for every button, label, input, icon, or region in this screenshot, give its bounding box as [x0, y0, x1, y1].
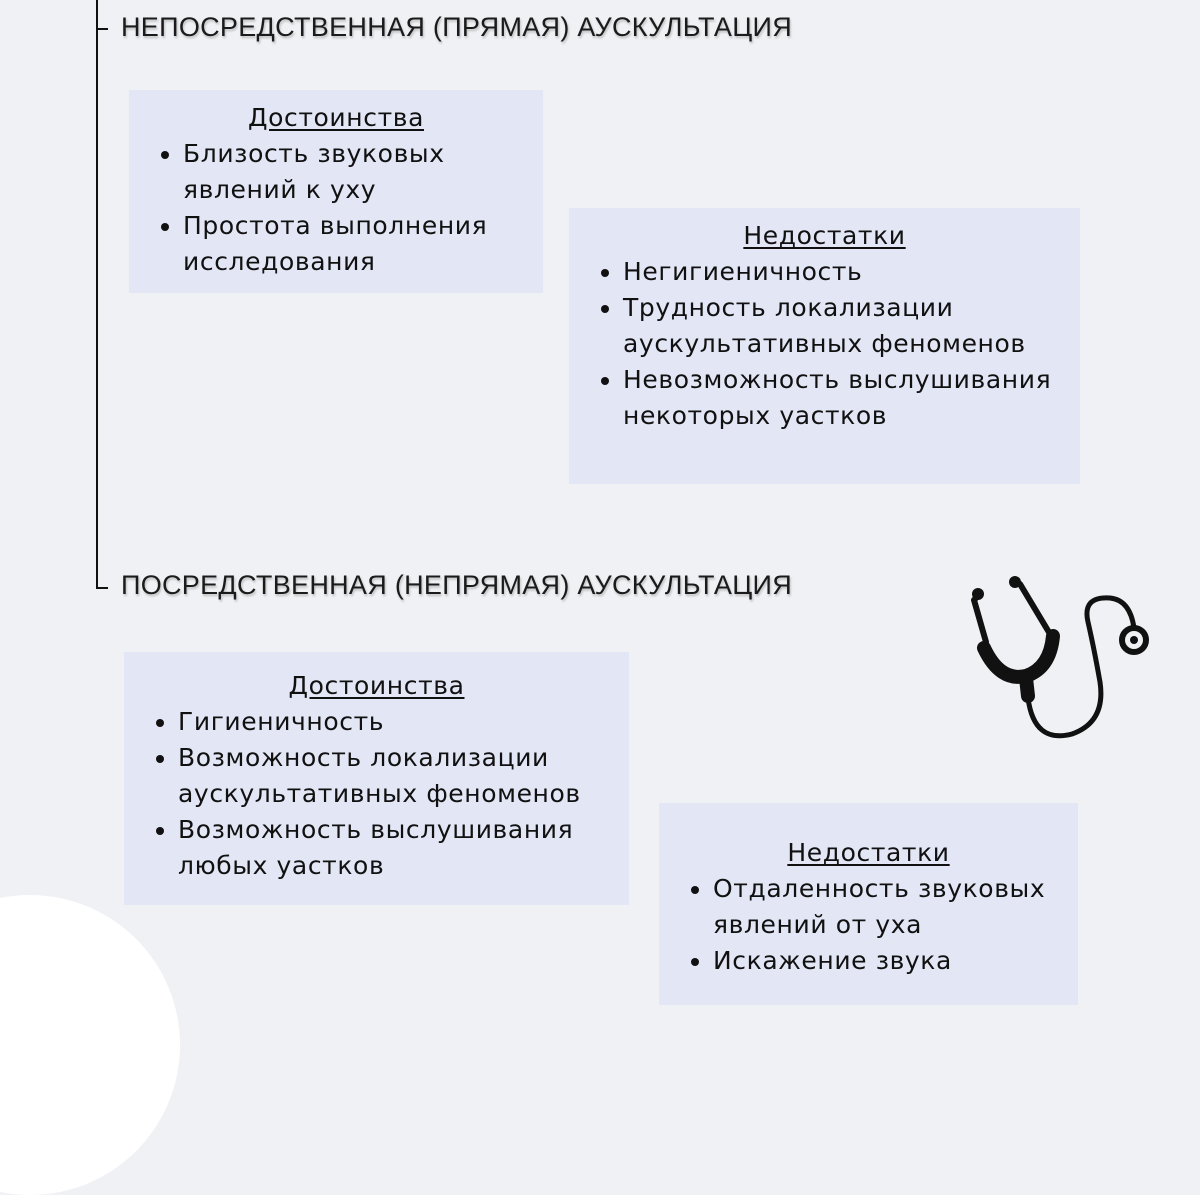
section-title-indirect: ПОСРЕДСТВЕННАЯ (НЕПРЯМАЯ) АУСКУЛЬТАЦИЯ	[121, 570, 793, 600]
decorative-circle	[0, 895, 180, 1195]
tree-branch-2	[96, 587, 108, 589]
advantages-list	[124, 704, 629, 884]
tree-connector-line	[96, 0, 98, 588]
list-item: • Простота выполнения исследования	[183, 208, 543, 280]
box-title: Достоинства	[248, 103, 424, 132]
list-item: • Негигиеничность	[623, 254, 1080, 290]
box-title: Недостатки	[743, 221, 906, 250]
list-item: • Возможность локализации аускультативных феноменов	[178, 740, 629, 812]
list-item: • Гигиеничность	[178, 704, 629, 740]
direct-advantages-box	[129, 90, 543, 293]
indirect-disadvantages-box	[659, 803, 1078, 1005]
tree-branch-1	[96, 28, 108, 30]
list-item: • Возможность выслушивания любых уастков	[178, 812, 629, 884]
section-title-direct: НЕПОСРЕДСТВЕННАЯ (ПРЯМАЯ) АУСКУЛЬТАЦИЯ	[121, 12, 793, 42]
box-title: Достоинства	[288, 671, 465, 700]
box-title: Недостатки	[787, 838, 950, 867]
disadvantages-list	[659, 871, 1078, 979]
list-item: • Отдаленность звуковых явлений от уха	[713, 871, 1078, 943]
disadvantages-list	[569, 254, 1080, 434]
list-item: • Невозможность выслушивания некоторых уастков	[623, 362, 1080, 434]
advantages-list	[129, 136, 543, 280]
list-item: • Искажение звука	[713, 943, 1078, 979]
stethoscope-icon	[950, 572, 1160, 744]
list-item: • Трудность локализации аускультативных феноменов	[623, 290, 1080, 362]
list-item: • Близость звуковых явлений к уху	[183, 136, 543, 208]
indirect-advantages-box	[124, 652, 629, 905]
direct-disadvantages-box	[569, 208, 1080, 484]
